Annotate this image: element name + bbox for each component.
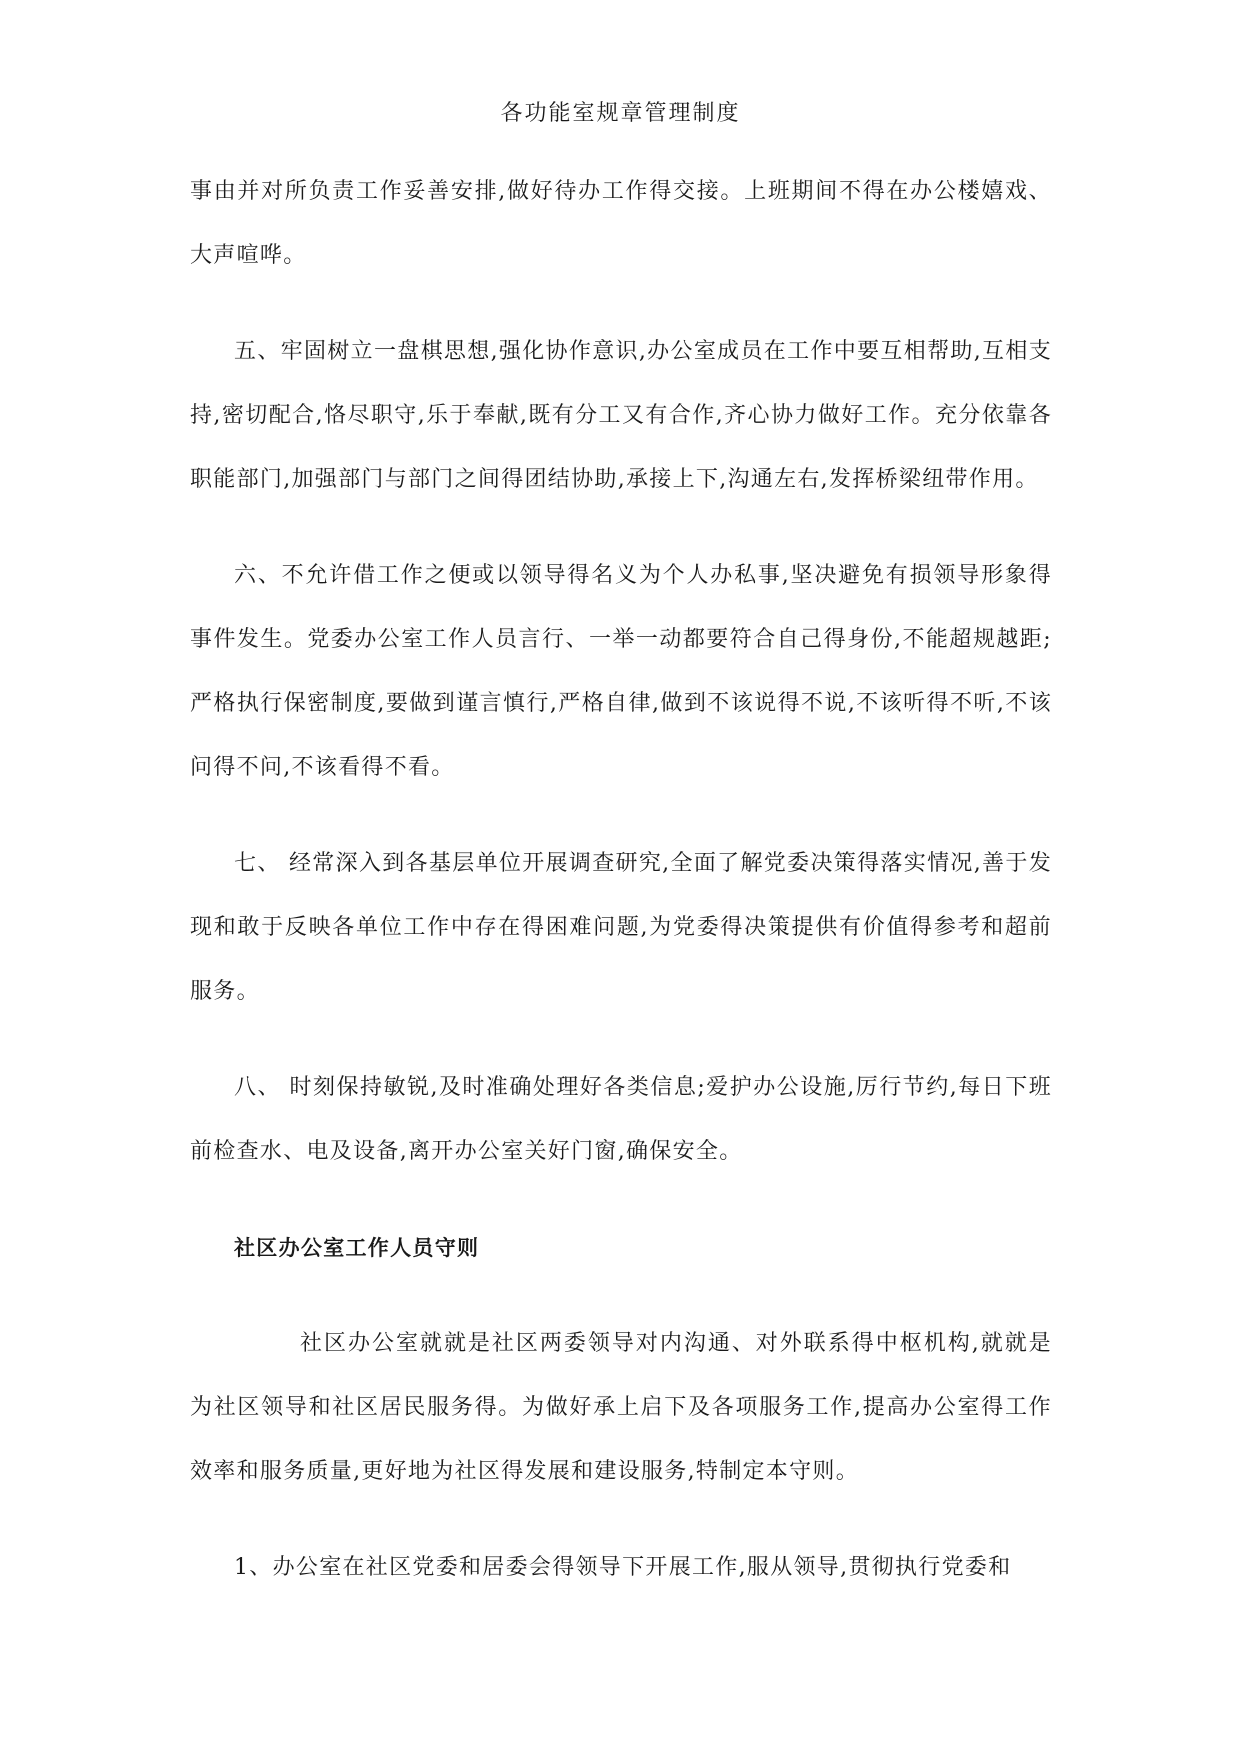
paragraph-item-8: 八、 时刻保持敏锐,及时准确处理好各类信息;爱护办公设施,厉行节约,每日下班前检查水、电及设备,离开办公室关好门窗,确保安全。 <box>190 1075 1052 1164</box>
paragraph-item-5: 五、牢固树立一盘棋思想,强化协作意识,办公室成员在工作中要互相帮助,互相支持,密切配合,恪尽职守,乐于奉献,既有分工又有合作,齐心协力做好工作。充分依靠各职能部门,加强部门与部门之间得团结协助,承接上下,沟通左右,发挥桥梁纽带作用。 <box>190 339 1052 492</box>
paragraph-rule-1: 1、办公室在社区党委和居委会得领导下开展工作,服从领导,贯彻执行党委和 <box>234 1555 1012 1580</box>
paragraph-continuation: 事由并对所负责工作妥善安排,做好待办工作得交接。上班期间不得在办公楼嬉戏、大声喧哗。 <box>190 179 1052 268</box>
paragraph-intro: 社区办公室就就是社区两委领导对内沟通、对外联系得中枢机构,就就是为社区领导和社区居民服务得。为做好承上启下及各项服务工作,提高办公室得工作效率和服务质量,更好地为社区得发展和建设服务,特制定本守则。 <box>190 1331 1052 1484</box>
document-body <box>190 160 1052 1632</box>
section-heading: 社区办公室工作人员守则 <box>234 1236 480 1260</box>
paragraph-item-6: 六、不允许借工作之便或以领导得名义为个人办私事,坚决避免有损领导形象得事件发生。党委办公室工作人员言行、一举一动都要符合自己得身份,不能超规越距;严格执行保密制度,要做到谨言慎行,严格自律,做到不该说得不说,不该听得不听,不该问得不问,不该看得不看。 <box>190 563 1052 780</box>
paragraph-item-7: 七、 经常深入到各基层单位开展调查研究,全面了解党委决策得落实情况,善于发现和敢于反映各单位工作中存在得困难问题,为党委得决策提供有价值得参考和超前服务。 <box>190 851 1052 1004</box>
page-header-title: 各功能室规章管理制度 <box>500 101 741 126</box>
